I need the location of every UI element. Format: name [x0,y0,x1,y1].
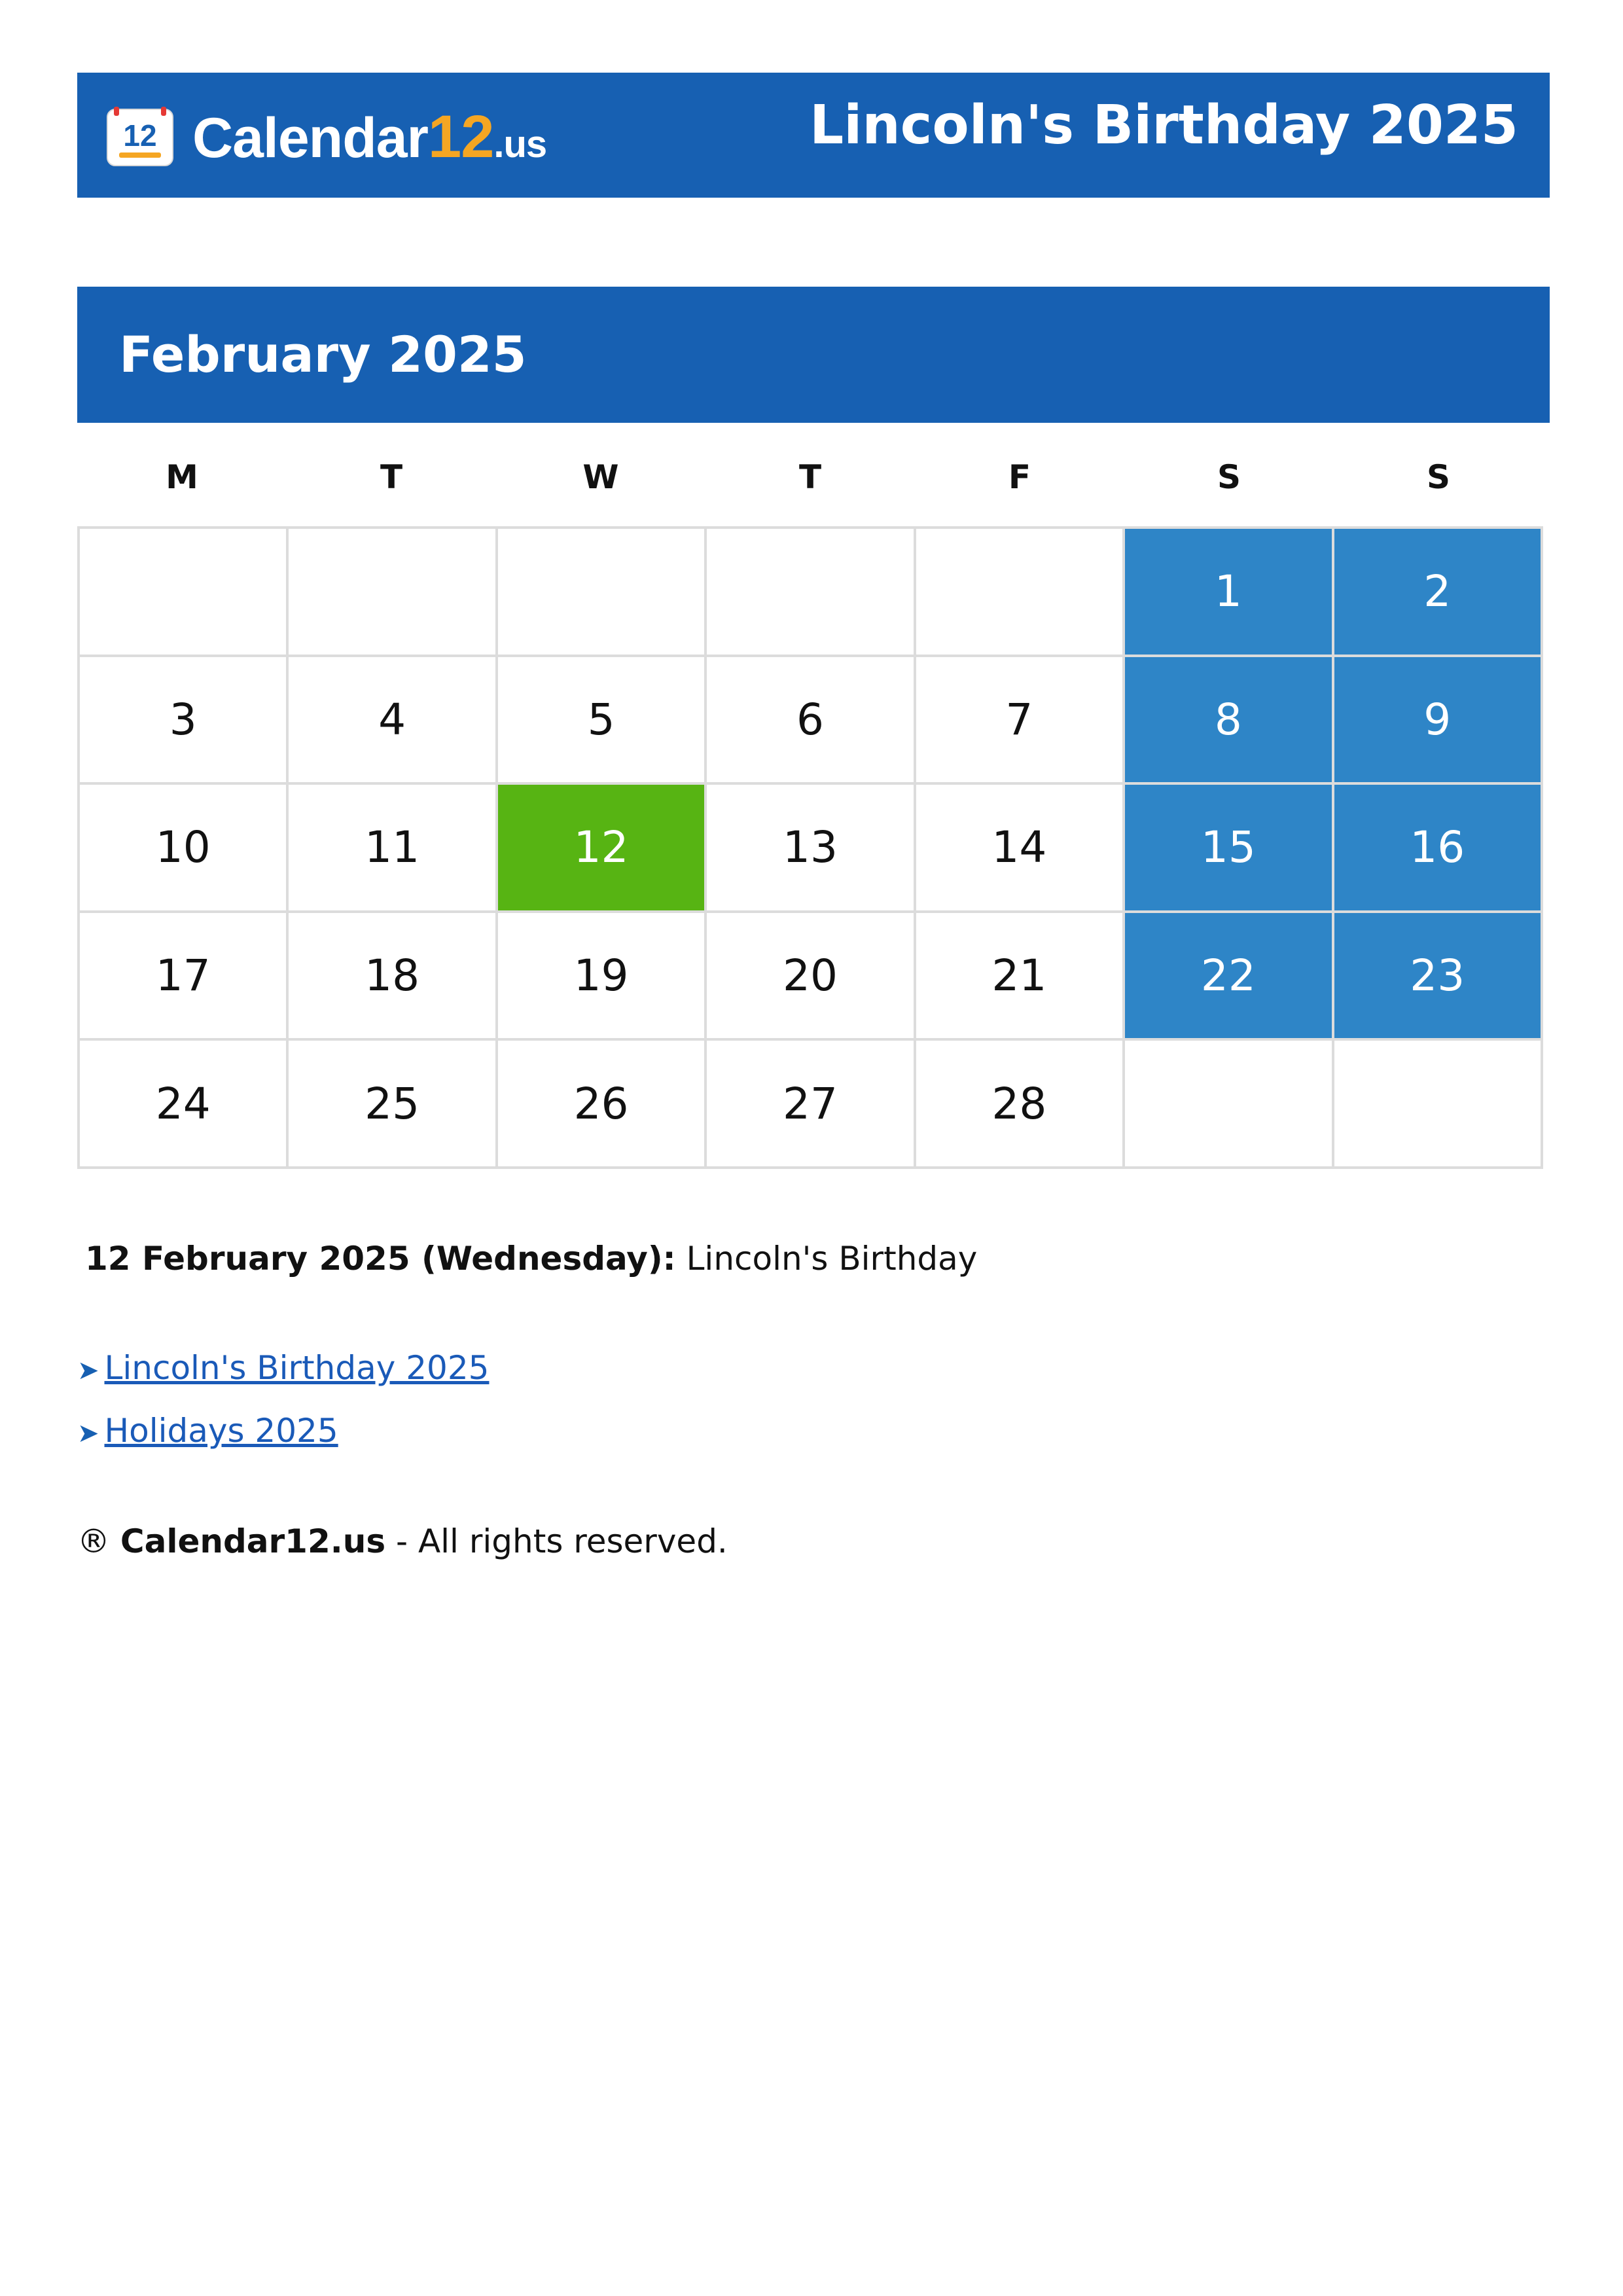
day-cell: 4 [289,657,497,785]
day-cell: 11 [289,785,497,913]
site-header [77,73,1550,198]
day-cell: 20 [707,913,916,1041]
logo-accent: 12 [428,103,494,170]
holiday-date-label: 12 February 2025 (Wednesday): [85,1240,676,1278]
day-cell-empty [916,529,1125,657]
day-cell: 10 [80,785,289,913]
logo-tld: .us [493,123,547,166]
day-cell-weekend: 1 [1125,529,1334,657]
day-cell-weekend: 2 [1334,529,1543,657]
day-cell: 26 [498,1041,707,1169]
day-cell: 14 [916,785,1125,913]
weekday-label: S [1426,458,1450,496]
day-cell-holiday: 12 [498,785,707,913]
weekday-label: S [1217,458,1241,496]
arrow-right-icon: ➤ [77,1418,99,1448]
day-cell: 5 [498,657,707,785]
arrow-right-icon: ➤ [77,1355,99,1386]
day-cell-weekend: 23 [1334,913,1543,1041]
logo-text [192,103,547,175]
calendar-header [77,287,1550,423]
weekday-header-row [77,448,1543,507]
registered-symbol: ® [77,1522,110,1560]
day-cell-empty [707,529,916,657]
calendar-icon-number: 12 [123,118,157,152]
list-item [77,1338,489,1401]
day-cell: 7 [916,657,1125,785]
logo-prefix: Calendar [192,107,429,170]
day-cell-weekend: 16 [1334,785,1543,913]
footer-brand: Calendar12.us [120,1522,386,1560]
day-cell: 18 [289,913,497,1041]
day-cell-weekend: 9 [1334,657,1543,785]
day-cell: 6 [707,657,916,785]
day-cell-empty [1125,1041,1334,1169]
day-cell: 19 [498,913,707,1041]
day-cell: 28 [916,1041,1125,1169]
day-cell-empty [498,529,707,657]
day-cell: 13 [707,785,916,913]
weekday-label: W [582,458,619,496]
day-cell-weekend: 22 [1125,913,1334,1041]
day-cell-empty [289,529,497,657]
day-cell: 25 [289,1041,497,1169]
day-cell-weekend: 15 [1125,785,1334,913]
holiday-name: Lincoln's Birthday [686,1240,978,1278]
day-cell-weekend: 8 [1125,657,1334,785]
calendar-grid [77,526,1543,1169]
weekday-label: T [380,458,403,496]
day-cell: 17 [80,913,289,1041]
holiday-description [85,1236,977,1282]
day-cell-empty [80,529,289,657]
weekday-label: M [166,458,198,496]
day-cell: 27 [707,1041,916,1169]
related-links [77,1338,489,1463]
link-holidays-2025[interactable]: Holidays 2025 [104,1412,338,1450]
list-item [77,1401,489,1463]
weekday-label: F [1008,458,1031,496]
calendar-month-title: February 2025 [119,325,527,384]
calendar-icon [105,105,175,168]
day-cell: 24 [80,1041,289,1169]
day-cell-empty [1334,1041,1543,1169]
link-lincolns-birthday-2025[interactable]: Lincoln's Birthday 2025 [104,1349,490,1387]
day-cell: 21 [916,913,1125,1041]
footer-text: - All rights reserved. [396,1522,728,1560]
weekday-label: T [798,458,822,496]
page-title: Lincoln's Birthday 2025 [810,94,1518,156]
day-cell: 3 [80,657,289,785]
footer [77,1518,728,1564]
